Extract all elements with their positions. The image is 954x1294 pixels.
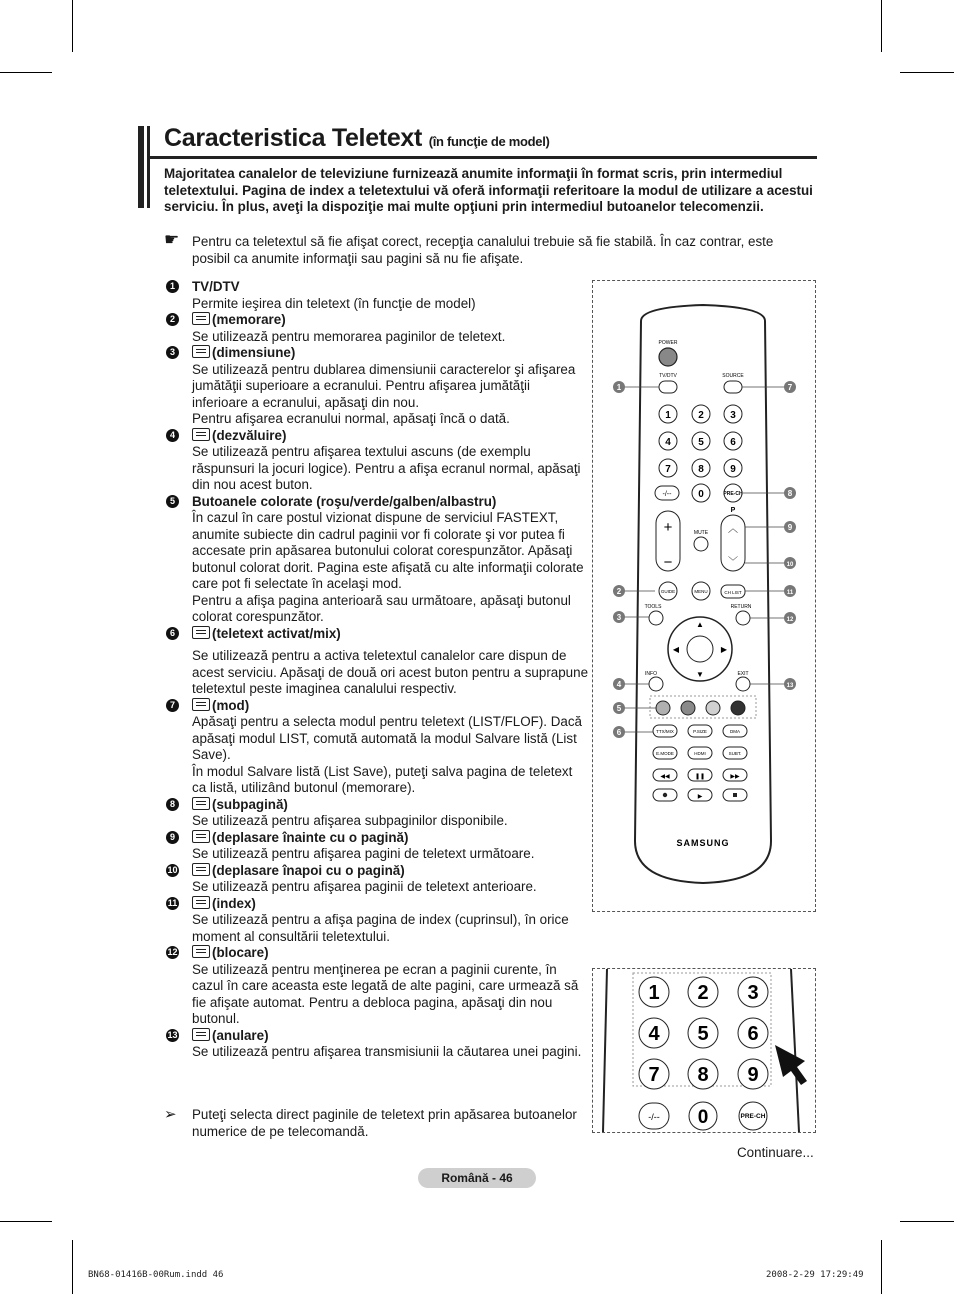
teletext-button-icon <box>192 830 210 843</box>
mute-button[interactable] <box>694 537 708 551</box>
pointing-hand-icon: ☛ <box>164 230 180 249</box>
item-description: Se utilizează pentru a activa teletextul canalelor care dispun de acest serviciu. Apăsaţi de două ori acest buton pentru a suprapune teletextul peste imaginea canalului respectiv. <box>192 648 589 696</box>
callout-number: 1 <box>616 383 622 392</box>
item-description: Se utilizează pentru afişarea subpaginilor disponibile. <box>192 813 508 828</box>
item-description: În modul Salvare listă (List Save), puteţi salva pagina de teletext ca listă, utilizând butonul (memorare). <box>192 763 573 795</box>
zoom-digit-label: 4 <box>648 1023 660 1045</box>
arrow-tip-icon: ➢ <box>164 1106 177 1123</box>
print-slug-date: 2008-2-29 17:29:49 <box>766 1270 864 1280</box>
teletext-button-icon <box>192 312 210 325</box>
power-label: POWER <box>658 340 678 346</box>
arrow-right-icon: ▶ <box>720 645 728 654</box>
item-number-badge: 5 <box>166 495 179 508</box>
crop-mark <box>72 0 73 52</box>
feature-item <box>164 626 589 698</box>
keypad-svg <box>593 969 815 1132</box>
item-heading <box>192 945 589 962</box>
item-heading <box>192 428 589 445</box>
feature-item <box>164 494 589 626</box>
info-button[interactable] <box>649 677 663 691</box>
item-number-badge: 8 <box>166 798 179 811</box>
item-description: Se utilizează pentru afişarea paginii de teletext anterioare. <box>192 879 537 894</box>
item-description: În cazul în care postul vizionat dispune de serviciul FASTEXT, anumite subiecte din cadrul paginii vor fi colorate şi vor putea fi accesate prin apăsarea butonului colorat corespunzător. Apăsaţi butonul colorat dorit. Pagina este afişată cu alte informaţii colorate care pot fi selectate în acelaşi mod. <box>192 510 584 591</box>
digit-label: 6 <box>730 437 736 448</box>
tvdtv-label: TV/DTV <box>659 373 677 379</box>
zoom-digit-label: 6 <box>747 1023 759 1045</box>
hdmi-label: HDMI <box>694 751 706 756</box>
item-heading-text: (deplasare înapoi cu o pagină) <box>212 862 405 878</box>
psize-label: P.SIZE <box>693 729 707 734</box>
callout-number: 2 <box>616 587 622 596</box>
item-heading <box>192 863 589 880</box>
exit-label: EXIT <box>737 671 749 677</box>
item-heading-text: (blocare) <box>212 945 269 960</box>
item-heading <box>192 279 589 296</box>
item-description: Se utilizează pentru a afişa pagina de index (cuprinsul), în orice moment al consultării teletextului. <box>192 912 569 944</box>
emode-label: E.MODE <box>656 751 674 756</box>
digit-label: 5 <box>698 437 704 448</box>
item-number-badge: 13 <box>167 1029 178 1040</box>
intro-paragraph: Majoritatea canalelor de televiziune furnizează anumite informaţii în format scris, prin intermediul teletextului. Pagina de index a teletextului vă oferă informaţii referitoare la modul de utilizare a acestui serviciu. În plus, aveţi la dispoziţie mai multe opţiuni prin intermediul butoanelor telecomenzii. <box>164 166 813 214</box>
item-heading-text: (anulare) <box>212 1027 269 1043</box>
item-heading <box>192 312 589 329</box>
item-description: Permite ieşirea din teletext (în funcţie de model) <box>192 295 476 311</box>
feature-item <box>164 428 589 494</box>
teletext-button-icon <box>192 863 210 876</box>
teletext-button-icon <box>192 1028 210 1041</box>
callout-number: 10 <box>786 562 794 568</box>
item-heading-text: (dezvăluire) <box>212 427 287 443</box>
volume-down-icon: − <box>663 554 673 571</box>
item-heading <box>192 345 589 362</box>
page-title-text: Caracteristica Teletext <box>164 124 423 152</box>
arrow-up-icon: ▲ <box>696 620 704 629</box>
item-heading-text: (deplasare înainte cu o pagină) <box>212 829 409 845</box>
ttx-mix-label: TTX/MIX <box>656 729 674 734</box>
item-heading <box>192 494 589 511</box>
channel-up-icon: ︿ <box>728 524 738 535</box>
power-button[interactable] <box>659 348 677 366</box>
digit-label: 9 <box>730 464 736 475</box>
feature-item <box>164 896 589 946</box>
zoom-digit-label: 7 <box>648 1064 660 1086</box>
page-title <box>164 124 550 153</box>
tip <box>164 1107 584 1140</box>
zoom-digit-label: 2 <box>697 982 709 1004</box>
item-heading-text: TV/DTV <box>192 279 240 294</box>
tools-button[interactable] <box>649 611 663 625</box>
zoom-digit-label: 3 <box>747 982 759 1004</box>
item-description: Se utilizează pentru afişarea pagini de teletext următoare. <box>192 846 535 861</box>
item-description: Apăsaţi pentru a selecta modul pentru teletext (LIST/FLOF). Dacă apăsaţi modul LIST, comută automată la modul Salvare listă (List Save). <box>192 714 583 762</box>
remote-illustration <box>592 280 816 912</box>
remote-digit-pad <box>659 405 742 477</box>
item-number-badge: 1 <box>166 280 179 293</box>
note <box>164 230 814 267</box>
item-description: Se utilizează pentru afişarea transmisiunii la căutarea unei pagini. <box>192 1044 582 1059</box>
source-button[interactable] <box>724 381 742 393</box>
feature-item <box>164 797 589 830</box>
exit-button[interactable] <box>736 677 750 691</box>
callout-number: 5 <box>616 704 622 713</box>
item-heading <box>192 1028 589 1045</box>
teletext-button-icon <box>192 945 210 958</box>
zero-label: 0 <box>698 489 704 500</box>
crop-mark <box>900 1221 954 1222</box>
crop-mark <box>72 1240 73 1294</box>
crop-mark <box>0 1221 52 1222</box>
teletext-button-icon <box>192 626 210 639</box>
digit-label: 2 <box>698 410 704 421</box>
yellow-button[interactable] <box>706 701 720 715</box>
zoom-digit-label: 9 <box>747 1064 759 1086</box>
feature-item <box>164 945 589 1028</box>
item-heading <box>192 896 589 913</box>
title-rule <box>150 156 817 159</box>
digit-label: 4 <box>665 437 671 448</box>
info-label: INFO <box>645 671 657 677</box>
item-number-badge: 11 <box>167 897 178 908</box>
brand-logo: SAMSUNG <box>676 838 730 848</box>
dash-label: -/-- <box>662 491 672 498</box>
item-number-badge: 6 <box>166 627 179 640</box>
feature-list <box>164 279 589 1061</box>
pause-icon: ❚❚ <box>694 774 706 780</box>
callout-number: 13 <box>786 683 794 689</box>
item-heading-text: (memorare) <box>212 312 286 327</box>
chlist-label: CH LIST <box>724 590 742 595</box>
red-button[interactable] <box>656 701 670 715</box>
guide-label: GUIDE <box>660 589 676 594</box>
rewind-icon: ◀◀ <box>660 774 670 780</box>
note-text: Pentru ca teletextul să fie afişat corect, recepţia canalului trebuie să fie stabilă. În caz contrar, este posibil ca anumite informaţii sau pagini să nu fie afişate. <box>192 234 774 266</box>
keypad-zoom-illustration <box>592 968 816 1133</box>
source-label: SOURCE <box>722 373 744 379</box>
item-description: Pentru afişarea ecranului normal, apăsaţi încă o dată. <box>192 411 510 426</box>
callout-number: 7 <box>787 383 793 392</box>
feature-item <box>164 698 589 797</box>
digit-label: 7 <box>665 464 671 475</box>
crop-mark <box>881 1240 882 1294</box>
item-heading-text: (dimensiune) <box>212 345 296 360</box>
blue-button[interactable] <box>731 701 745 715</box>
teletext-button-icon <box>192 428 210 441</box>
callout-number: 11 <box>786 590 794 596</box>
zoom-digit-pad <box>639 977 768 1089</box>
volume-up-icon: + <box>663 519 673 536</box>
return-button[interactable] <box>736 611 750 625</box>
feature-item <box>164 345 589 428</box>
play-icon: ▶ <box>697 794 703 800</box>
teletext-button-icon <box>192 797 210 810</box>
feature-item <box>164 279 589 312</box>
feature-item <box>164 312 589 345</box>
title-accent-bar <box>138 126 144 208</box>
subt-label: SUBT. <box>728 751 742 756</box>
zoom-digit-label: 5 <box>697 1023 709 1045</box>
prech-label: PRE-CH <box>723 491 743 497</box>
callout-number: 9 <box>787 523 793 532</box>
item-number-badge: 12 <box>167 947 178 957</box>
callout-number: 6 <box>616 728 622 737</box>
item-description: Se utilizează pentru memorarea paginilor de teletext. <box>192 328 506 344</box>
page-number-badge: Română - 46 <box>418 1168 536 1188</box>
crop-mark <box>0 72 52 73</box>
teletext-button-icon <box>192 698 210 711</box>
return-label: RETURN <box>730 604 752 610</box>
continue-label: Continuare... <box>737 1145 814 1160</box>
page-title-note: (în funcţie de model) <box>428 134 550 149</box>
zoom-zero-label: 0 <box>697 1107 709 1128</box>
item-heading-text: (subpagină) <box>212 796 288 812</box>
crop-mark <box>900 72 954 73</box>
item-heading <box>192 626 589 643</box>
dma-label: DMA <box>730 729 740 734</box>
zoom-dash-label: -/-- <box>648 1112 660 1122</box>
crop-mark <box>881 0 882 52</box>
tip-text: Puteţi selecta direct paginile de teletext prin apăsarea butoanelor numerice de pe telecomandă. <box>192 1107 577 1139</box>
teletext-button-icon <box>192 345 210 358</box>
digit-label: 3 <box>730 410 736 421</box>
item-description: Se utilizează pentru dublarea dimensiunii caracterelor şi afişarea jumătăţii superioare a ecranului. Pentru afişarea jumătăţii inferioare a ecranului, apăsaţi din nou. <box>192 361 576 410</box>
item-heading-text: (index) <box>212 895 256 911</box>
arrow-left-icon: ◀ <box>672 645 680 654</box>
callout-number: 3 <box>616 613 622 622</box>
item-number-badge: 2 <box>166 313 179 326</box>
remote-svg <box>593 281 815 911</box>
mute-label: MUTE <box>693 530 709 536</box>
callout-number: 4 <box>616 680 622 689</box>
channel-down-icon: ﹀ <box>728 557 738 568</box>
tools-label: TOOLS <box>644 604 662 610</box>
feature-item <box>164 863 589 896</box>
green-button[interactable] <box>681 701 695 715</box>
record-icon <box>663 793 667 797</box>
item-number-badge: 7 <box>166 699 179 712</box>
item-number-badge: 3 <box>166 346 179 359</box>
item-heading-text: (mod) <box>212 697 250 713</box>
item-number-badge: 10 <box>167 864 178 875</box>
stop-icon <box>733 793 737 797</box>
tvdtv-button[interactable] <box>659 381 677 393</box>
feature-item <box>164 830 589 863</box>
menu-label: MENU <box>694 589 708 594</box>
pointer-arrow-icon <box>775 1045 807 1085</box>
item-heading <box>192 830 589 847</box>
enter-button[interactable] <box>687 636 713 662</box>
item-number-badge: 4 <box>166 429 179 442</box>
arrow-down-icon: ▼ <box>696 670 704 679</box>
item-heading-text: (teletext activat/mix) <box>212 625 341 641</box>
item-heading-text: Butoanele colorate (roşu/verde/galben/albastru) <box>192 493 497 509</box>
p-label: P <box>730 507 736 514</box>
callout-number: 12 <box>786 617 794 623</box>
item-heading <box>192 797 589 814</box>
item-description: Pentru a afişa pagina anterioară sau următoare, apăsaţi butonul colorat corespunzător. <box>192 592 571 624</box>
item-number-badge: 9 <box>166 831 179 844</box>
zoom-digit-label: 1 <box>648 982 660 1004</box>
item-heading <box>192 698 589 715</box>
item-description: Se utilizează pentru menţinerea pe ecran a paginii curente, în cazul în care aceasta este legată de alte pagini, care urmează să fie afişate automat. Pentru a debloca pagina, apăsaţi din nou butonul. <box>192 961 579 1026</box>
digit-label: 8 <box>698 464 704 475</box>
print-slug-file: BN68-01416B-00Rum.indd 46 <box>88 1270 224 1280</box>
title-accent-bar <box>147 126 150 208</box>
digit-label: 1 <box>665 410 671 421</box>
forward-icon: ▶▶ <box>730 774 740 780</box>
teletext-button-icon <box>192 896 210 909</box>
item-description: Se utilizează pentru afişarea textului ascuns (de exemplu răspunsuri la jocuri logice). Pentru a afişa ecranul normal, apăsaţi din nou acest buton. <box>192 444 581 492</box>
feature-item <box>164 1028 589 1061</box>
callout-number: 8 <box>787 489 793 498</box>
zoom-digit-label: 8 <box>697 1064 709 1086</box>
zoom-prech-label: PRE-CH <box>740 1113 766 1120</box>
